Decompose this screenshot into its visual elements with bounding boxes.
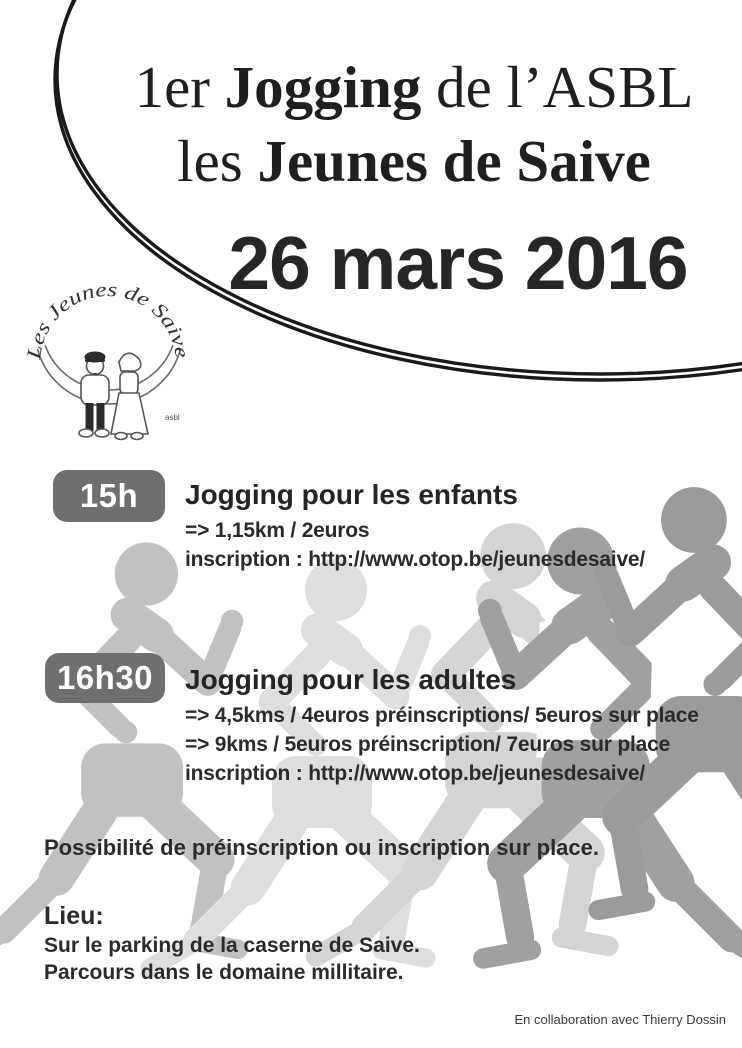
logo-asbl-text: asbl: [165, 413, 180, 422]
collaboration-credit: En collaboration avec Thierry Dossin: [514, 1012, 726, 1027]
page-title-line2: les Jeunes de Saive: [177, 128, 651, 194]
jeunes-de-saive-logo: [20, 282, 198, 448]
session-adultes: [185, 664, 699, 788]
session-enfants: [185, 479, 645, 574]
session-adultes-heading: Jogging pour les adultes: [185, 664, 517, 695]
logo-arc-text: Les Jeunes de Saive: [22, 282, 193, 361]
session-enfants-heading: Jogging pour les enfants: [185, 479, 518, 510]
time-badge-16h30: 16h30: [45, 653, 165, 703]
page-title-line1: 1er Jogging de l’ASBL: [134, 54, 694, 120]
event-date: 26 mars 2016: [228, 221, 688, 305]
session-adultes-inscription-url: inscription : http://www.otop.be/jeunesdesaive/: [185, 762, 646, 785]
location-label: Lieu:: [44, 902, 104, 930]
location-block: [44, 900, 420, 986]
registration-note: Possibilité de préinscription ou inscription sur place.: [44, 835, 599, 860]
logo-man-figure: [79, 352, 109, 438]
session-adultes-distance-1: => 4,5kms / 4euros préinscriptions/ 5euros sur place: [185, 704, 699, 727]
session-enfants-inscription-url: inscription : http://www.otop.be/jeunesdesaive/: [185, 548, 646, 571]
location-line-parcours: Parcours dans le domaine millitaire.: [44, 961, 404, 984]
page-title: [88, 50, 740, 198]
location-line-parking: Sur le parking de la caserne de Saive.: [44, 934, 420, 957]
time-badge-15h: 15h: [53, 470, 165, 522]
session-adultes-distance-2: => 9kms / 5euros préinscription/ 7euros sur place: [185, 733, 671, 756]
session-enfants-distance: => 1,15km / 2euros: [185, 519, 370, 542]
